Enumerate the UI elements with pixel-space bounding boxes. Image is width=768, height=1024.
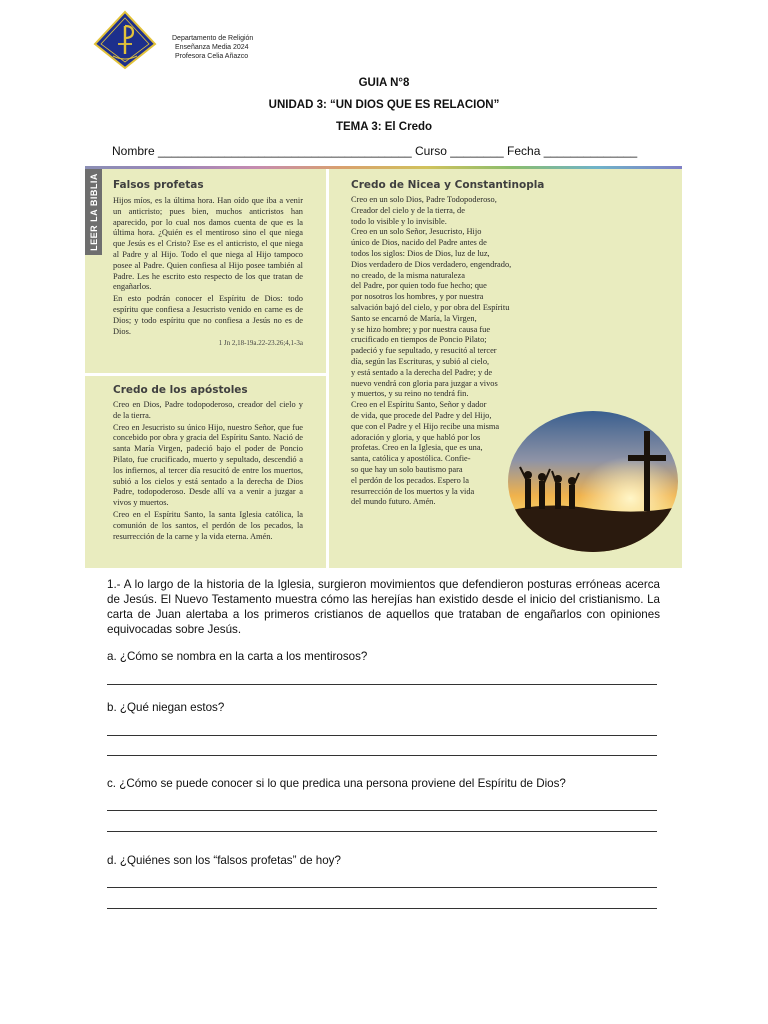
credo-nicea-line: del Padre, por quien todo fue hecho; que [351, 281, 487, 291]
topic-title: TEMA 3: El Credo [335, 121, 433, 133]
credo-nicea-line: salvación bajó del cielo, y por obra del Espíritu [351, 302, 510, 312]
credo-nicea-line: santa, católica y apostólica. Confie- [351, 454, 471, 464]
credo-nicea-line: todo lo visible y lo invisible. [351, 216, 447, 226]
credo-nicea-line: y muertos, y su reino no tendrá fin. [351, 389, 469, 399]
credo-nicea-line: padeció y fue sepultado, y resucitó al tercer [351, 346, 497, 356]
cross-sunset-image [508, 411, 678, 552]
answer-line-b2[interactable] [107, 755, 657, 756]
bible-reference: 1 Jn 2,18-19a.22-23.26;4,1-3a [218, 339, 303, 348]
falsos-profetas-box [113, 179, 303, 349]
panel-divider-vertical [326, 169, 329, 568]
credo-nicea-line: resurrección de los muertos y la vida [351, 486, 475, 496]
falsos-profetas-title: Falsos profetas [113, 179, 204, 191]
answer-line-d1[interactable] [107, 887, 657, 888]
department-level: Enseñanza Media 2024 [175, 44, 249, 51]
unit-title: UNIDAD 3: “UN DIOS QUE ES RELACION” [268, 99, 500, 111]
side-tab [85, 169, 102, 255]
credo-nicea-line: de vida, que procede del Padre y del Hijo, [351, 410, 492, 420]
credo-nicea-line: Santo se encarnó de María, la Virgen, [351, 313, 477, 323]
credo-nicea-line: el perdón de los pecados. Espero la [351, 475, 469, 485]
department-name: Departamento de Religión [172, 35, 254, 42]
department-info [172, 34, 253, 61]
credo-nicea-line: crucificado en tiempos de Poncio Pilato; [351, 335, 487, 345]
question-d: d. ¿Quiénes son los “falsos profetas” de hoy? [107, 854, 341, 867]
credo-nicea-line: y está sentado a la derecha del Padre; y de [351, 367, 493, 377]
credo-nicea-line: Creo en un solo Dios, Padre Todopoderoso, [351, 195, 497, 204]
credo-nicea-line: adoración y gloria, y que habló por los [351, 432, 481, 442]
credo-nicea-line: que con el Padre y el Hijo recibe una misma [351, 421, 500, 431]
credo-nicea-line: del mundo futuro. Amén. [351, 497, 436, 507]
department-teacher: Profesora Celia Añazco [175, 53, 249, 60]
credo-nicea-line: profetas. Creo en la Iglesia, que es una, [351, 443, 483, 453]
credo-apostoles-title: Credo de los apóstoles [113, 384, 248, 396]
credo-nicea-title: Credo de Nicea y Constantinopla [351, 179, 545, 191]
credo-apostoles-text [113, 400, 303, 542]
answer-line-b1[interactable] [107, 735, 657, 736]
side-tab-label: LEER LA BIBLIA [88, 173, 99, 251]
falsos-profetas-paragraph: En esto podrán conocer el Espíritu de Dios: todo espíritu que confiesa a Jesucristo venido en carne es de Dios; y todo espíritu que no confiesa a Jesús no es de Dios. [113, 294, 303, 336]
panel-divider-horizontal [85, 373, 328, 376]
question-a: a. ¿Cómo se nombra en la carta a los mentirosos? [107, 650, 368, 663]
credo-nicea-line: Creo en el Espíritu Santo, Señor y dador [351, 400, 487, 410]
credo-apostoles-paragraph: Creo en Jesucristo su único Hijo, nuestro Señor, que fue concebido por obra y gracia del Espíritu Santo. Nació de santa María Virgen, padeció bajo el poder de Poncio Pilato, fue crucificado, muerto y sepultado, descendió a los infiernos, al tercer día resucitó de entre los muertos, subió a los cielos y está sentado a la derecha de Dios Padre, todopoderoso. Desde allí va a venir a juzgar a vivos y muertos. [113, 422, 303, 508]
answer-line-c2[interactable] [107, 831, 657, 832]
credo-nicea-line: todos los siglos: Dios de Dios, luz de luz, [351, 248, 490, 258]
credo-apostoles-paragraph: Creo en Dios, Padre todopoderoso, creador del cielo y de la tierra. [113, 400, 303, 420]
credo-nicea-line: no creado, de la misma naturaleza [351, 270, 465, 280]
student-info-line: Nombre ______________________________________ Curso ________ Fecha ______________ [112, 144, 638, 158]
question-b: b. ¿Qué niegan estos? [107, 701, 225, 714]
credo-nicea-line: día, según las Escrituras, y subió al cielo, [351, 356, 490, 366]
answer-line-c1[interactable] [107, 810, 657, 811]
credo-apostoles-box [113, 384, 303, 543]
answer-line-a1[interactable] [107, 684, 657, 685]
credo-nicea-line: único de Dios, nacido del Padre antes de [351, 238, 487, 248]
credo-nicea-line: nuevo vendrá con gloria para juzgar a vivos [351, 378, 498, 388]
question-1-intro: 1.- A lo largo de la historia de la Iglesia, surgieron movimientos que defendieron posturas erróneas acerca de Jesús. El Nuevo Testamento muestra cómo las herejías han existido desde el inicio del cristianismo. La carta de Juan alertaba a los primeros cristianos de aquellos que trataban de engañarlos con opiniones equivocadas sobre Jesús. [107, 578, 660, 636]
falsos-profetas-text [113, 196, 303, 349]
credo-nicea-line: Creo en un solo Señor, Jesucristo, Hijo [351, 227, 482, 237]
credo-nicea-line: Dios verdadero de Dios verdadero, engendrado, [351, 259, 512, 269]
guide-title: GUIA N°8 [358, 77, 410, 89]
answer-line-d2[interactable] [107, 908, 657, 909]
credo-apostoles-paragraph: Creo en el Espíritu Santo, la santa Iglesia católica, la comunión de los santos, el perdón de los pecados, la resurrección de la carne y la vida eterna. Amén. [113, 509, 303, 541]
falsos-profetas-paragraph: Hijos míos, es la última hora. Han oído que iba a venir un anticristo; pues bien, muchos anticristos han aparecido, por lo cual nos damos cuenta de que es la última hora. ¿Quién es el mentiroso sino el que niega que Jesús es el Cristo? Ese es el anticristo, el que niega al Padre y al Hijo. Todo el que niega al Hijo tampoco posee al Padre. Quien confiesa al Hijo posee también al Padre. Les he escrito esto respecto de los que tratan de engañarlos. [113, 196, 303, 292]
credo-nicea-line: so que hay un solo bautismo para [351, 464, 463, 474]
question-c: c. ¿Cómo se puede conocer si lo que predica una persona proviene del Espíritu de Dios? [107, 777, 566, 790]
credo-nicea-line: Creador del cielo y de la tierra, de [351, 205, 465, 215]
credo-nicea-line: por nosotros los hombres, y por nuestra [351, 292, 484, 302]
credo-nicea-line: y se hizo hombre; y por nuestra causa fue [351, 324, 491, 334]
school-logo [93, 10, 157, 70]
